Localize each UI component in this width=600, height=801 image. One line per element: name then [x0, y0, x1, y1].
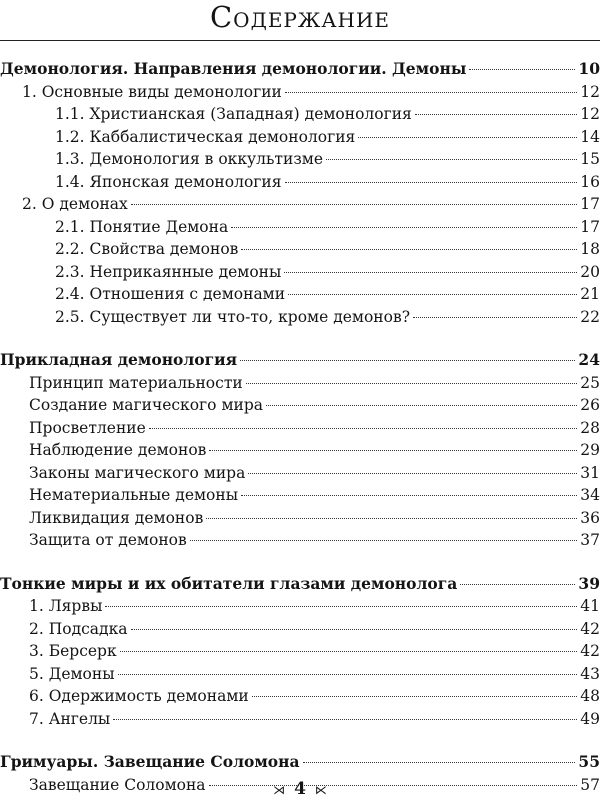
dot-leader	[285, 182, 578, 183]
toc-entry-page: 49	[580, 709, 600, 728]
toc-entry-label: 1.2. Каббалистическая демонология	[55, 127, 356, 146]
dot-leader	[190, 540, 578, 541]
dot-leader	[149, 428, 577, 429]
toc-entry-page: 34	[580, 486, 600, 504]
toc-entry-label: Гримуары. Завещание Соломона	[0, 752, 300, 771]
toc-entry-page: 16	[580, 172, 600, 191]
dot-leader	[231, 227, 577, 228]
section-gap	[0, 328, 600, 349]
toc-entry-label: 5. Демоны	[29, 664, 115, 683]
dot-leader	[266, 405, 577, 406]
toc-entry-page: 17	[580, 195, 600, 213]
toc-entry[interactable]	[0, 462, 600, 485]
toc-entry[interactable]	[0, 126, 600, 149]
dot-leader	[113, 719, 577, 720]
table-of-contents	[0, 58, 600, 796]
toc-entry[interactable]	[0, 417, 600, 440]
ornament-right-icon: ⋉	[314, 783, 327, 797]
toc-section-heading[interactable]	[0, 573, 600, 596]
toc-entry-label: Наблюдение демонов	[29, 441, 207, 459]
toc-entry-label: 2.2. Свойства демонов	[55, 240, 239, 258]
toc-entry-label: 1.4. Японская демонология	[55, 172, 282, 191]
toc-entry[interactable]	[0, 507, 600, 530]
toc-entry[interactable]	[0, 484, 600, 507]
toc-entry-label: Тонкие миры и их обитатели глазами демонолога	[0, 573, 458, 593]
toc-entry[interactable]	[0, 216, 600, 239]
toc-entry[interactable]	[0, 238, 600, 261]
section-gap	[0, 730, 600, 751]
toc-entry-page: 10	[578, 59, 600, 78]
dot-leader	[105, 606, 577, 607]
toc-entry-page: 12	[580, 105, 600, 123]
toc-entry-page: 28	[580, 418, 600, 437]
page-footer	[0, 778, 600, 801]
dot-leader	[246, 383, 578, 384]
toc-entry-label: 2. О демонах	[22, 195, 128, 213]
toc-entry-label: Нематериальные демоны	[29, 486, 239, 504]
dot-leader	[252, 696, 578, 697]
toc-entry-page: 25	[580, 373, 600, 392]
dot-leader	[284, 272, 577, 273]
toc-entry-page: 22	[580, 307, 600, 326]
toc-entry[interactable]	[0, 193, 600, 216]
toc-section-heading[interactable]	[0, 751, 600, 774]
dot-leader	[303, 762, 576, 763]
toc-entry-label: Просветление	[29, 418, 146, 437]
toc-entry[interactable]	[0, 663, 600, 686]
toc-entry-page: 14	[580, 127, 600, 146]
dot-leader	[469, 69, 575, 70]
toc-entry[interactable]	[0, 261, 600, 284]
dot-leader	[288, 294, 577, 295]
toc-section-heading[interactable]	[0, 58, 600, 81]
toc-entry[interactable]	[0, 372, 600, 395]
dot-leader	[240, 360, 575, 361]
toc-entry-page: 57	[580, 775, 600, 794]
toc-entry-label: 2.5. Существует ли что-то, кроме демонов?	[55, 307, 411, 326]
ornament-left-icon: ⋊	[273, 783, 286, 797]
toc-entry[interactable]	[0, 595, 600, 618]
toc-section-heading[interactable]	[0, 349, 600, 372]
toc-entry[interactable]	[0, 306, 600, 329]
toc-entry-page: 24	[578, 350, 600, 369]
toc-entry-label: Демонология. Направления демонологии. Демоны	[0, 59, 467, 78]
page-title: Содержание	[209, 0, 390, 34]
toc-entry[interactable]	[0, 529, 600, 552]
dot-leader	[131, 204, 577, 205]
toc-entry[interactable]	[0, 148, 600, 171]
toc-entry-label: 6. Одержимость демонами	[29, 687, 249, 705]
page-number: 4	[294, 779, 306, 799]
toc-entry-page: 18	[580, 240, 600, 258]
toc-entry[interactable]	[0, 103, 600, 126]
toc-entry[interactable]	[0, 394, 600, 417]
toc-entry-page: 20	[580, 262, 600, 281]
toc-entry-label: 2.4. Отношения с демонами	[55, 285, 286, 303]
toc-entry-label: 3. Берсерк	[29, 642, 117, 660]
toc-entry[interactable]	[0, 283, 600, 306]
toc-entry-page: 41	[580, 597, 600, 615]
toc-entry-page: 21	[580, 285, 600, 303]
toc-entry-label: 2. Подсадка	[29, 619, 128, 638]
toc-entry-label: 1.1. Христианская (Западная) демонология	[55, 105, 412, 123]
toc-entry-page: 17	[580, 217, 600, 236]
toc-entry-label: 7. Ангелы	[29, 709, 111, 728]
toc-entry-label: 1.3. Демонология в оккультизме	[55, 150, 324, 168]
toc-entry-label: 1. Лярвы	[29, 597, 103, 615]
dot-leader	[415, 114, 577, 115]
toc-entry-label: Создание магического мира	[29, 396, 263, 414]
toc-entry-page: 31	[580, 463, 600, 482]
toc-entry-page: 48	[580, 687, 600, 705]
dot-leader	[209, 450, 577, 451]
toc-entry-page: 15	[580, 150, 600, 168]
toc-entry[interactable]	[0, 685, 600, 708]
toc-entry-label: Принцип материальности	[29, 373, 243, 392]
toc-entry-label: Ликвидация демонов	[29, 508, 204, 527]
dot-leader	[206, 518, 577, 519]
toc-entry-label: Прикладная демонология	[0, 350, 238, 369]
toc-entry-label: Защита от демонов	[29, 531, 187, 549]
toc-entry-page: 42	[580, 619, 600, 638]
toc-entry[interactable]	[0, 640, 600, 663]
toc-entry-page: 26	[580, 396, 600, 414]
toc-entry-page: 12	[580, 82, 600, 101]
toc-entry-page: 55	[578, 752, 600, 771]
dot-leader	[248, 473, 577, 474]
toc-entry-page: 42	[580, 642, 600, 660]
toc-entry[interactable]	[0, 171, 600, 194]
toc-entry-page: 39	[578, 573, 600, 593]
toc-entry-page: 29	[580, 441, 600, 459]
toc-entry-label: 1. Основные виды демонологии	[22, 82, 282, 101]
dot-leader	[241, 249, 577, 250]
toc-entry[interactable]	[0, 618, 600, 641]
toc-entry[interactable]	[0, 81, 600, 104]
toc-entry-page: 36	[580, 508, 600, 527]
toc-entry-label: Завещание Соломона	[29, 775, 206, 794]
title-divider	[0, 40, 600, 41]
toc-entry-label: Законы магического мира	[29, 463, 246, 482]
dot-leader	[131, 629, 578, 630]
dot-leader	[358, 137, 577, 138]
toc-entry-label: 2.3. Неприкаянные демоны	[55, 262, 282, 281]
toc-entry[interactable]	[0, 708, 600, 731]
toc-entry-page: 37	[580, 531, 600, 549]
dot-leader	[120, 651, 578, 652]
dot-leader	[118, 674, 578, 675]
toc-entry[interactable]	[0, 439, 600, 462]
dot-leader	[241, 495, 577, 496]
toc-entry-label: 2.1. Понятие Демона	[55, 217, 229, 236]
dot-leader	[285, 92, 577, 93]
toc-entry-page: 43	[580, 664, 600, 683]
section-gap	[0, 552, 600, 573]
dot-leader	[460, 584, 575, 585]
dot-leader	[413, 317, 577, 318]
dot-leader	[326, 159, 577, 160]
